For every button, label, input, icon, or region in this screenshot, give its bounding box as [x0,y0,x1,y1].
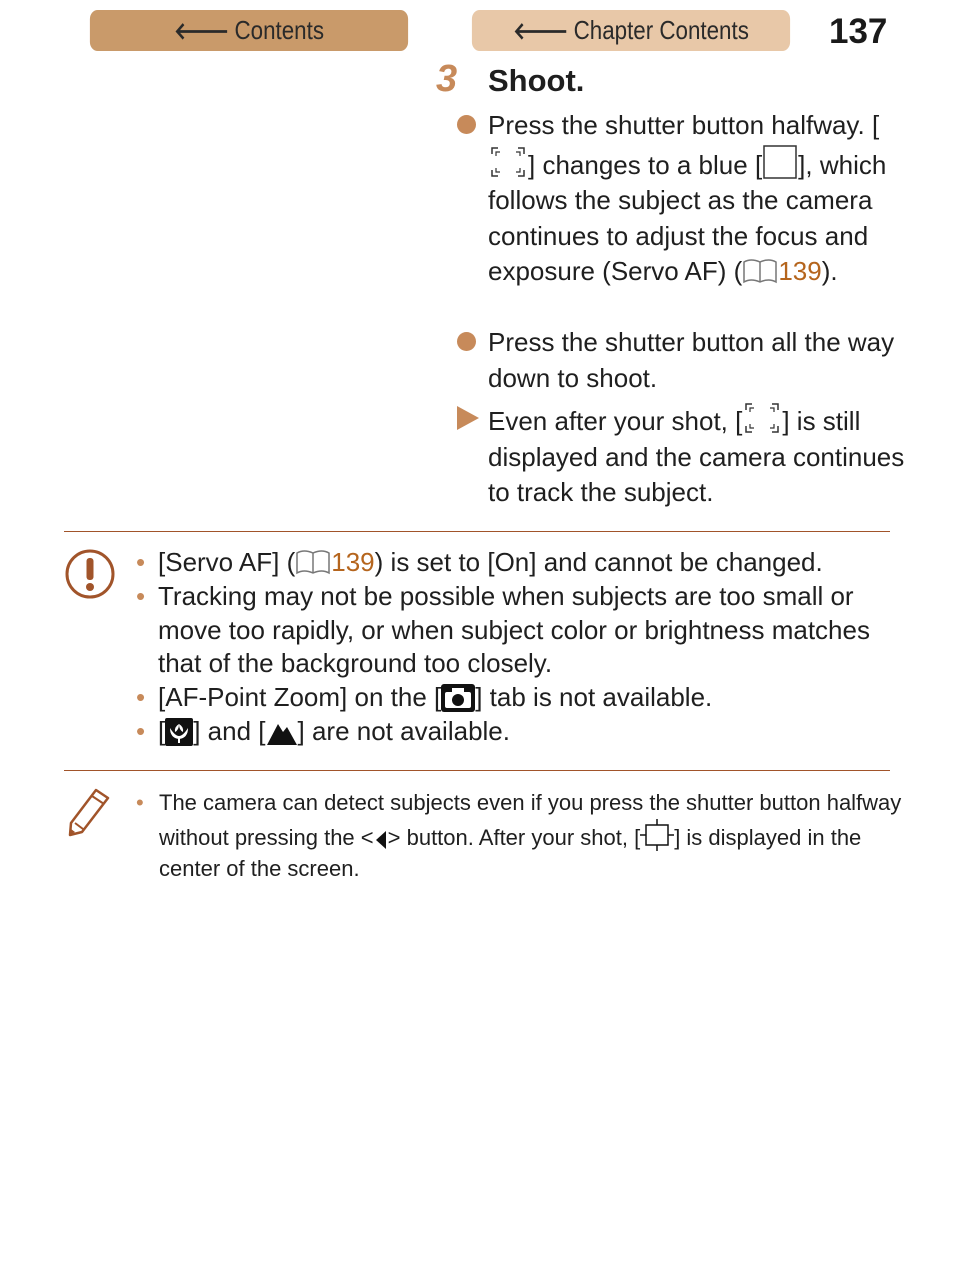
camera-tab-icon [441,684,475,712]
caution-icon [64,548,116,600]
af-frame-blue-icon [762,144,798,180]
infinity-mountain-icon [266,718,298,746]
circle-bullet-icon [457,332,476,351]
step-title: Shoot. [488,63,585,98]
list-item: • [ ] and [ ] are not available. [136,715,896,749]
contents-button[interactable] [90,10,408,51]
list-item: • [AF-Point Zoom] on the [ ] tab is not available. [136,681,896,715]
note-list [136,787,906,885]
chapter-contents-label: Chapter Contents [573,15,749,45]
contents-label: Contents [234,15,325,45]
af-frame-white-icon [742,400,782,436]
list-item: • Tracking may not be possible when subjects are too small or move too rapidly, or when subject color or brightness matches that of the background too closely. [136,580,896,681]
step-item: Press the shutter button halfway. [] changes to a blue [ ], which follows the subject as the camera continues to adjust the focus and exposure (Servo AF) ( 139). [488,108,908,290]
pencil-icon [66,786,112,838]
af-frame-white-icon [488,144,528,180]
list-item: • [Servo AF] ( 139) is set to [On] and cannot be changed. [136,546,896,580]
divider [64,531,890,532]
divider [64,770,890,771]
af-frame-center-icon [640,819,674,851]
step-item: Even after your shot, [ ] is still displayed and the camera continues to track the subject. [488,400,908,511]
step-item: Press the shutter button all the way down to shoot. [488,325,908,396]
chapter-contents-button[interactable] [472,10,790,51]
caution-list [136,546,896,749]
page-number: 137 [829,12,888,51]
macro-icon [165,718,193,746]
left-arrow-button-icon [374,829,388,851]
page-link[interactable]: 139 [778,256,822,286]
book-icon [295,547,331,577]
left-arrow-icon: 🡐 [173,17,230,45]
list-item: • The camera can detect subjects even if you press the shutter button halfway without pressing the < > button. After your shot, [ ] is displayed in the center of the screen. [136,787,906,885]
triangle-bullet-icon [457,406,479,430]
circle-bullet-icon [457,115,476,134]
left-arrow-icon: 🡐 [513,17,569,45]
page-link[interactable]: 139 [331,547,375,577]
book-icon [742,256,778,286]
step-number: 3 [436,58,458,100]
